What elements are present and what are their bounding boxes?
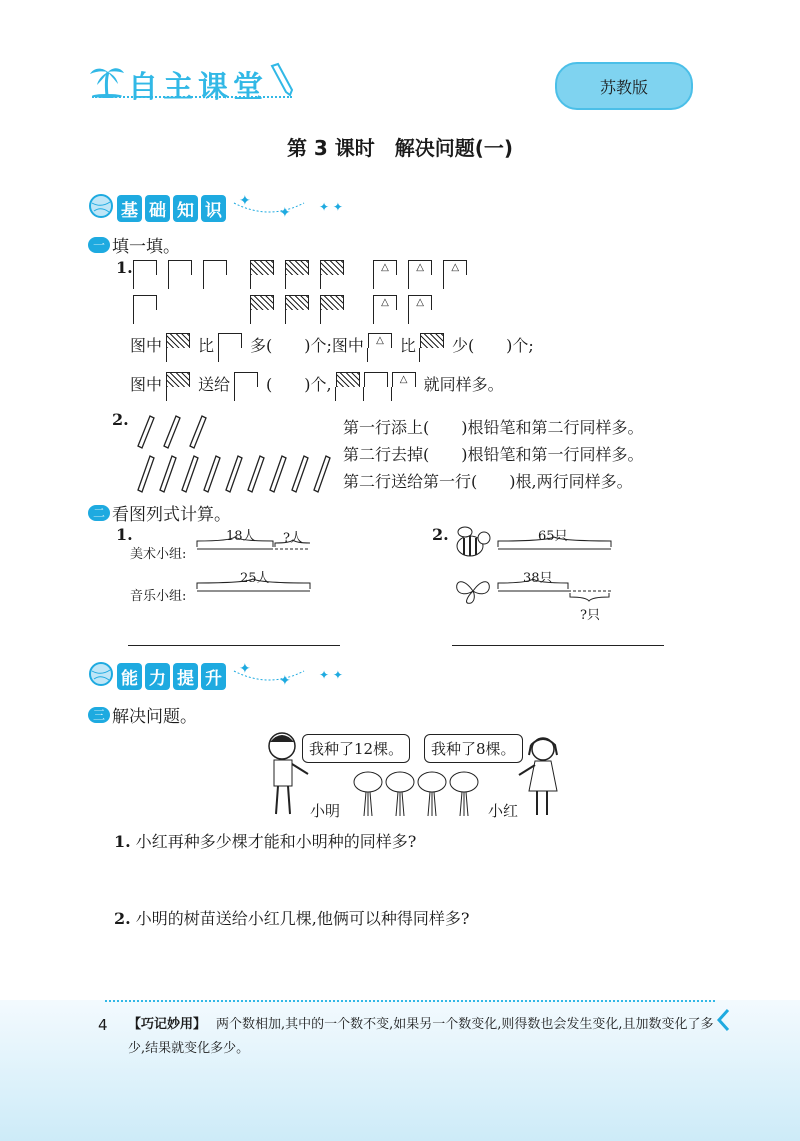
section-chip: 识 xyxy=(201,195,226,222)
name-label-girl: 小红 xyxy=(488,802,519,820)
line-segment-diagram xyxy=(496,537,616,561)
pencil-icon xyxy=(268,62,296,100)
triangle-flag: △ xyxy=(392,372,416,387)
row-label: 音乐小组: xyxy=(130,589,187,604)
globe-icon xyxy=(88,661,114,691)
section-banner-basics xyxy=(88,193,343,221)
flag-group-triangle xyxy=(373,295,432,314)
plain-flag xyxy=(218,333,242,348)
name-label-boy: 小明 xyxy=(310,802,341,820)
globe-icon xyxy=(88,193,114,223)
butterfly-icon xyxy=(453,573,493,613)
sparkle-icon xyxy=(229,661,343,691)
line-segment-diagram xyxy=(195,537,320,561)
triangle-flag: △ xyxy=(443,260,467,275)
speech-bubble-left: 我种了12棵。 xyxy=(302,734,410,763)
svg-text:✦ ✦: ✦ ✦ xyxy=(319,200,343,214)
hatched-flag xyxy=(250,260,274,275)
triangle-flag: △ xyxy=(408,260,432,275)
segment-value: 38只 xyxy=(523,571,553,586)
answer-line xyxy=(128,645,340,646)
hatched-flag xyxy=(320,260,344,275)
sparkle-icon xyxy=(229,193,343,223)
q1-line2: 图中 送给 ( )个, △ 就同样多。 xyxy=(130,374,504,394)
plain-flag xyxy=(168,260,192,275)
bee-icon xyxy=(450,522,494,566)
footer-divider xyxy=(105,1000,715,1002)
plain-flag xyxy=(133,295,157,310)
pencil-rows-illustration xyxy=(128,412,338,496)
svg-text:✦: ✦ xyxy=(239,661,251,677)
tree-group xyxy=(352,770,482,824)
solve-question-2: 2. 小明的树苗送给小红几棵,他俩可以种得同样多? xyxy=(114,909,470,928)
section-chip: 提 xyxy=(173,663,198,690)
segment-unknown: ?人 xyxy=(283,531,303,546)
hatched-flag xyxy=(336,372,360,387)
flag-group-hatched xyxy=(250,260,344,279)
section-chip: 力 xyxy=(145,663,170,690)
plain-flag xyxy=(234,372,258,387)
tip-text: 两个数相加,其中的一个数不变,如果另一个数变化,则得数也会发生变化,且加数变化了多少,结果就变化多少。 xyxy=(128,1017,714,1056)
header-title: 自主课堂 xyxy=(128,70,268,105)
hatched-flag xyxy=(285,260,309,275)
question-number: 1. xyxy=(116,525,133,544)
part-title-fill: 一 填一填。 xyxy=(88,232,180,257)
q2-line1: 第一行添上( )根铅笔和第二行同样多。 xyxy=(343,418,644,437)
line-segment-diagram xyxy=(195,579,320,603)
section-banner-ability xyxy=(88,661,343,689)
solve-question-1: 1. 小红再种多少棵才能和小明种的同样多? xyxy=(114,832,417,851)
segment-value: 65只 xyxy=(538,529,568,544)
plain-flag xyxy=(133,260,157,275)
row-label: 美术小组: xyxy=(130,547,187,562)
page-number: 4 xyxy=(98,1016,108,1034)
section-chip: 知 xyxy=(173,195,198,222)
part-marker: 二 xyxy=(88,505,110,521)
segment-value: 18人 xyxy=(226,529,256,544)
part-marker: 一 xyxy=(88,237,110,253)
memory-tip xyxy=(128,1013,718,1061)
header-divider xyxy=(92,96,292,98)
question-number: 2. xyxy=(112,410,129,429)
triangle-flag: △ xyxy=(373,260,397,275)
boy-figure xyxy=(262,730,312,824)
q2-line3: 第二行送给第一行( )根,两行同样多。 xyxy=(343,472,633,491)
hatched-flag xyxy=(250,295,274,310)
triangle-flag: △ xyxy=(373,295,397,310)
girl-figure xyxy=(515,735,565,824)
triangle-flag: △ xyxy=(368,333,392,348)
section-chip: 能 xyxy=(117,663,142,690)
svg-text:✦: ✦ xyxy=(239,193,251,209)
part-title-picture-calc: 二 看图列式计算。 xyxy=(88,500,231,525)
plain-flag xyxy=(364,372,388,387)
section-chip: 础 xyxy=(145,195,170,222)
svg-text:✦: ✦ xyxy=(279,205,291,221)
flag-group-plain xyxy=(133,295,157,314)
hatched-flag xyxy=(420,333,444,348)
edition-badge: 苏教版 xyxy=(555,62,693,110)
part-marker: 三 xyxy=(88,707,110,723)
svg-text:✦ ✦: ✦ ✦ xyxy=(319,668,343,682)
hatched-flag xyxy=(166,372,190,387)
segment-value: 25人 xyxy=(240,571,270,586)
hatched-flag xyxy=(320,295,344,310)
section-chip: 基 xyxy=(117,195,142,222)
part-title-solve: 三 解决问题。 xyxy=(88,702,197,727)
question-number: 2. xyxy=(432,525,449,544)
tip-label: 【巧记妙用】 xyxy=(128,1017,207,1032)
answer-line xyxy=(452,645,664,646)
flag-group-plain xyxy=(133,260,227,279)
flag-group-hatched xyxy=(250,295,344,314)
plain-flag xyxy=(203,260,227,275)
lesson-title: 第 3 课时 解决问题(一) xyxy=(286,136,514,160)
triangle-flag: △ xyxy=(408,295,432,310)
hatched-flag xyxy=(285,295,309,310)
hatched-flag xyxy=(166,333,190,348)
section-chip: 升 xyxy=(201,663,226,690)
q1-line1: 图中 比 多( )个;图中 △ 比 少( )个; xyxy=(130,335,534,355)
segment-unknown: ?只 xyxy=(580,608,600,623)
svg-text:✦: ✦ xyxy=(279,673,291,689)
flag-group-triangle xyxy=(373,260,467,279)
question-number: 1. xyxy=(116,258,133,277)
speech-bubble-right: 我种了8棵。 xyxy=(424,734,523,763)
q2-line2: 第二行去掉( )根铅笔和第一行同样多。 xyxy=(343,445,644,464)
chevron-left-icon xyxy=(716,1008,730,1036)
